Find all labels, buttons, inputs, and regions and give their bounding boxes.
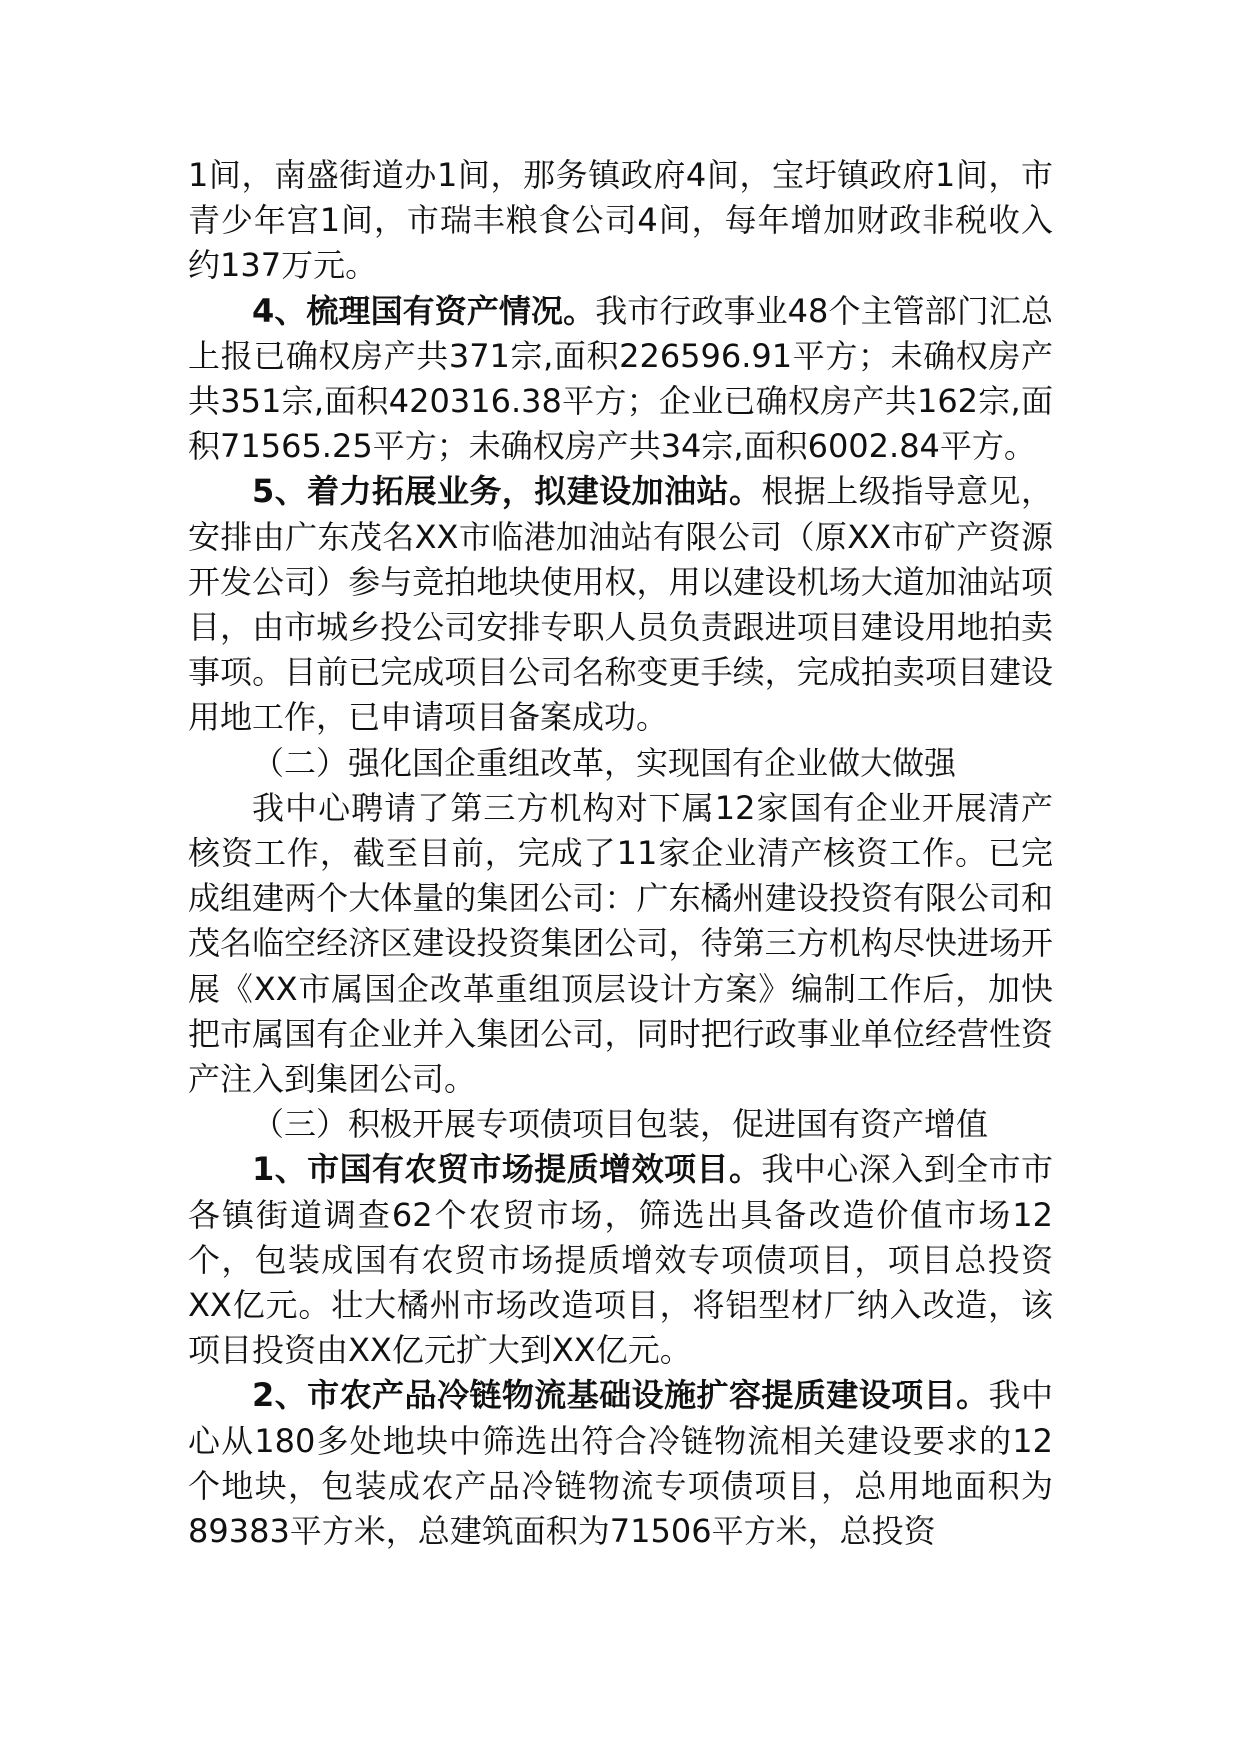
section-heading-text: （二）强化国企重组改革，实现国有企业做大做强 bbox=[252, 743, 957, 782]
paragraph-gas-station bbox=[188, 469, 1053, 740]
paragraph-reform bbox=[188, 786, 1053, 1102]
paragraph-rental-summary bbox=[188, 153, 1053, 289]
paragraph-cold-chain-project bbox=[188, 1373, 1053, 1554]
paragraph-heading: 1、市国有农贸市场提质增效项目。 bbox=[252, 1150, 762, 1189]
paragraph-text: 根据上级指导意见，安排由广东茂名XX市临港加油站有限公司（原XX市矿产资源开发公司）参与竞拍地块使用权，用以建设机场大道加油站项目，由市城乡投公司安排专职人员负责跟进项目建设用地拍卖事项。目前已完成项目公司名称变更手续，完成拍卖项目建设用地工作，已申请项目备案成功。 bbox=[188, 472, 1053, 737]
paragraph-heading: 2、市农产品冷链物流基础设施扩容提质建设项目。 bbox=[252, 1376, 989, 1415]
section-heading-text: （三）积极开展专项债项目包装，促进国有资产增值 bbox=[252, 1105, 989, 1144]
paragraph-text: 我中心聘请了第三方机构对下属12家国有企业开展清产核资工作，截至目前，完成了11家企业清产核资工作。已完成组建两个大体量的集团公司：广东橘州建设投资有限公司和茂名临空经济区建设投资集团公司，待第三方机构尽快进场开展《XX市属国企改革重组顶层设计方案》编制工作后，加快把市属国有企业并入集团公司，同时把行政事业单位经营性资产注入到集团公司。 bbox=[188, 788, 1053, 1099]
paragraph-text: 1间，南盛街道办1间，那务镇政府4间，宝圩镇政府1间，市青少年宫1间，市瑞丰粮食公司4间，每年增加财政非税收入约137万元。 bbox=[188, 156, 1053, 285]
paragraph-text: 我市行政事业48个主管部门汇总上报已确权房产共371宗,面积226596.91平方；未确权房产共351宗,面积420316.38平方；企业已确权房产共162宗,面积71565.25平方；未确权房产共34宗,面积6002.84平方。 bbox=[188, 291, 1053, 466]
paragraph-state-assets bbox=[188, 289, 1053, 470]
section-heading-special-bonds bbox=[188, 1102, 1053, 1147]
section-heading-reform bbox=[188, 741, 1053, 786]
document-body bbox=[188, 153, 1053, 1554]
paragraph-heading: 5、着力拓展业务，拟建设加油站。 bbox=[252, 472, 762, 511]
paragraph-heading: 4、梳理国有资产情况。 bbox=[252, 291, 596, 330]
paragraph-market-project bbox=[188, 1147, 1053, 1373]
paragraph-text: 我中心深入到全市市各镇街道调查62个农贸市场，筛选出具备改造价值市场12个，包装成国有农贸市场提质增效专项债项目，项目总投资XX亿元。壮大橘州市场改造项目，将铝型材厂纳入改造，该项目投资由XX亿元扩大到XX亿元。 bbox=[188, 1150, 1053, 1370]
paragraph-text: 我中心从180多处地块中筛选出符合冷链物流相关建设要求的12个地块，包装成农产品冷链物流专项债项目，总用地面积为89383平方米，总建筑面积为71506平方米，总投资 bbox=[188, 1376, 1053, 1551]
